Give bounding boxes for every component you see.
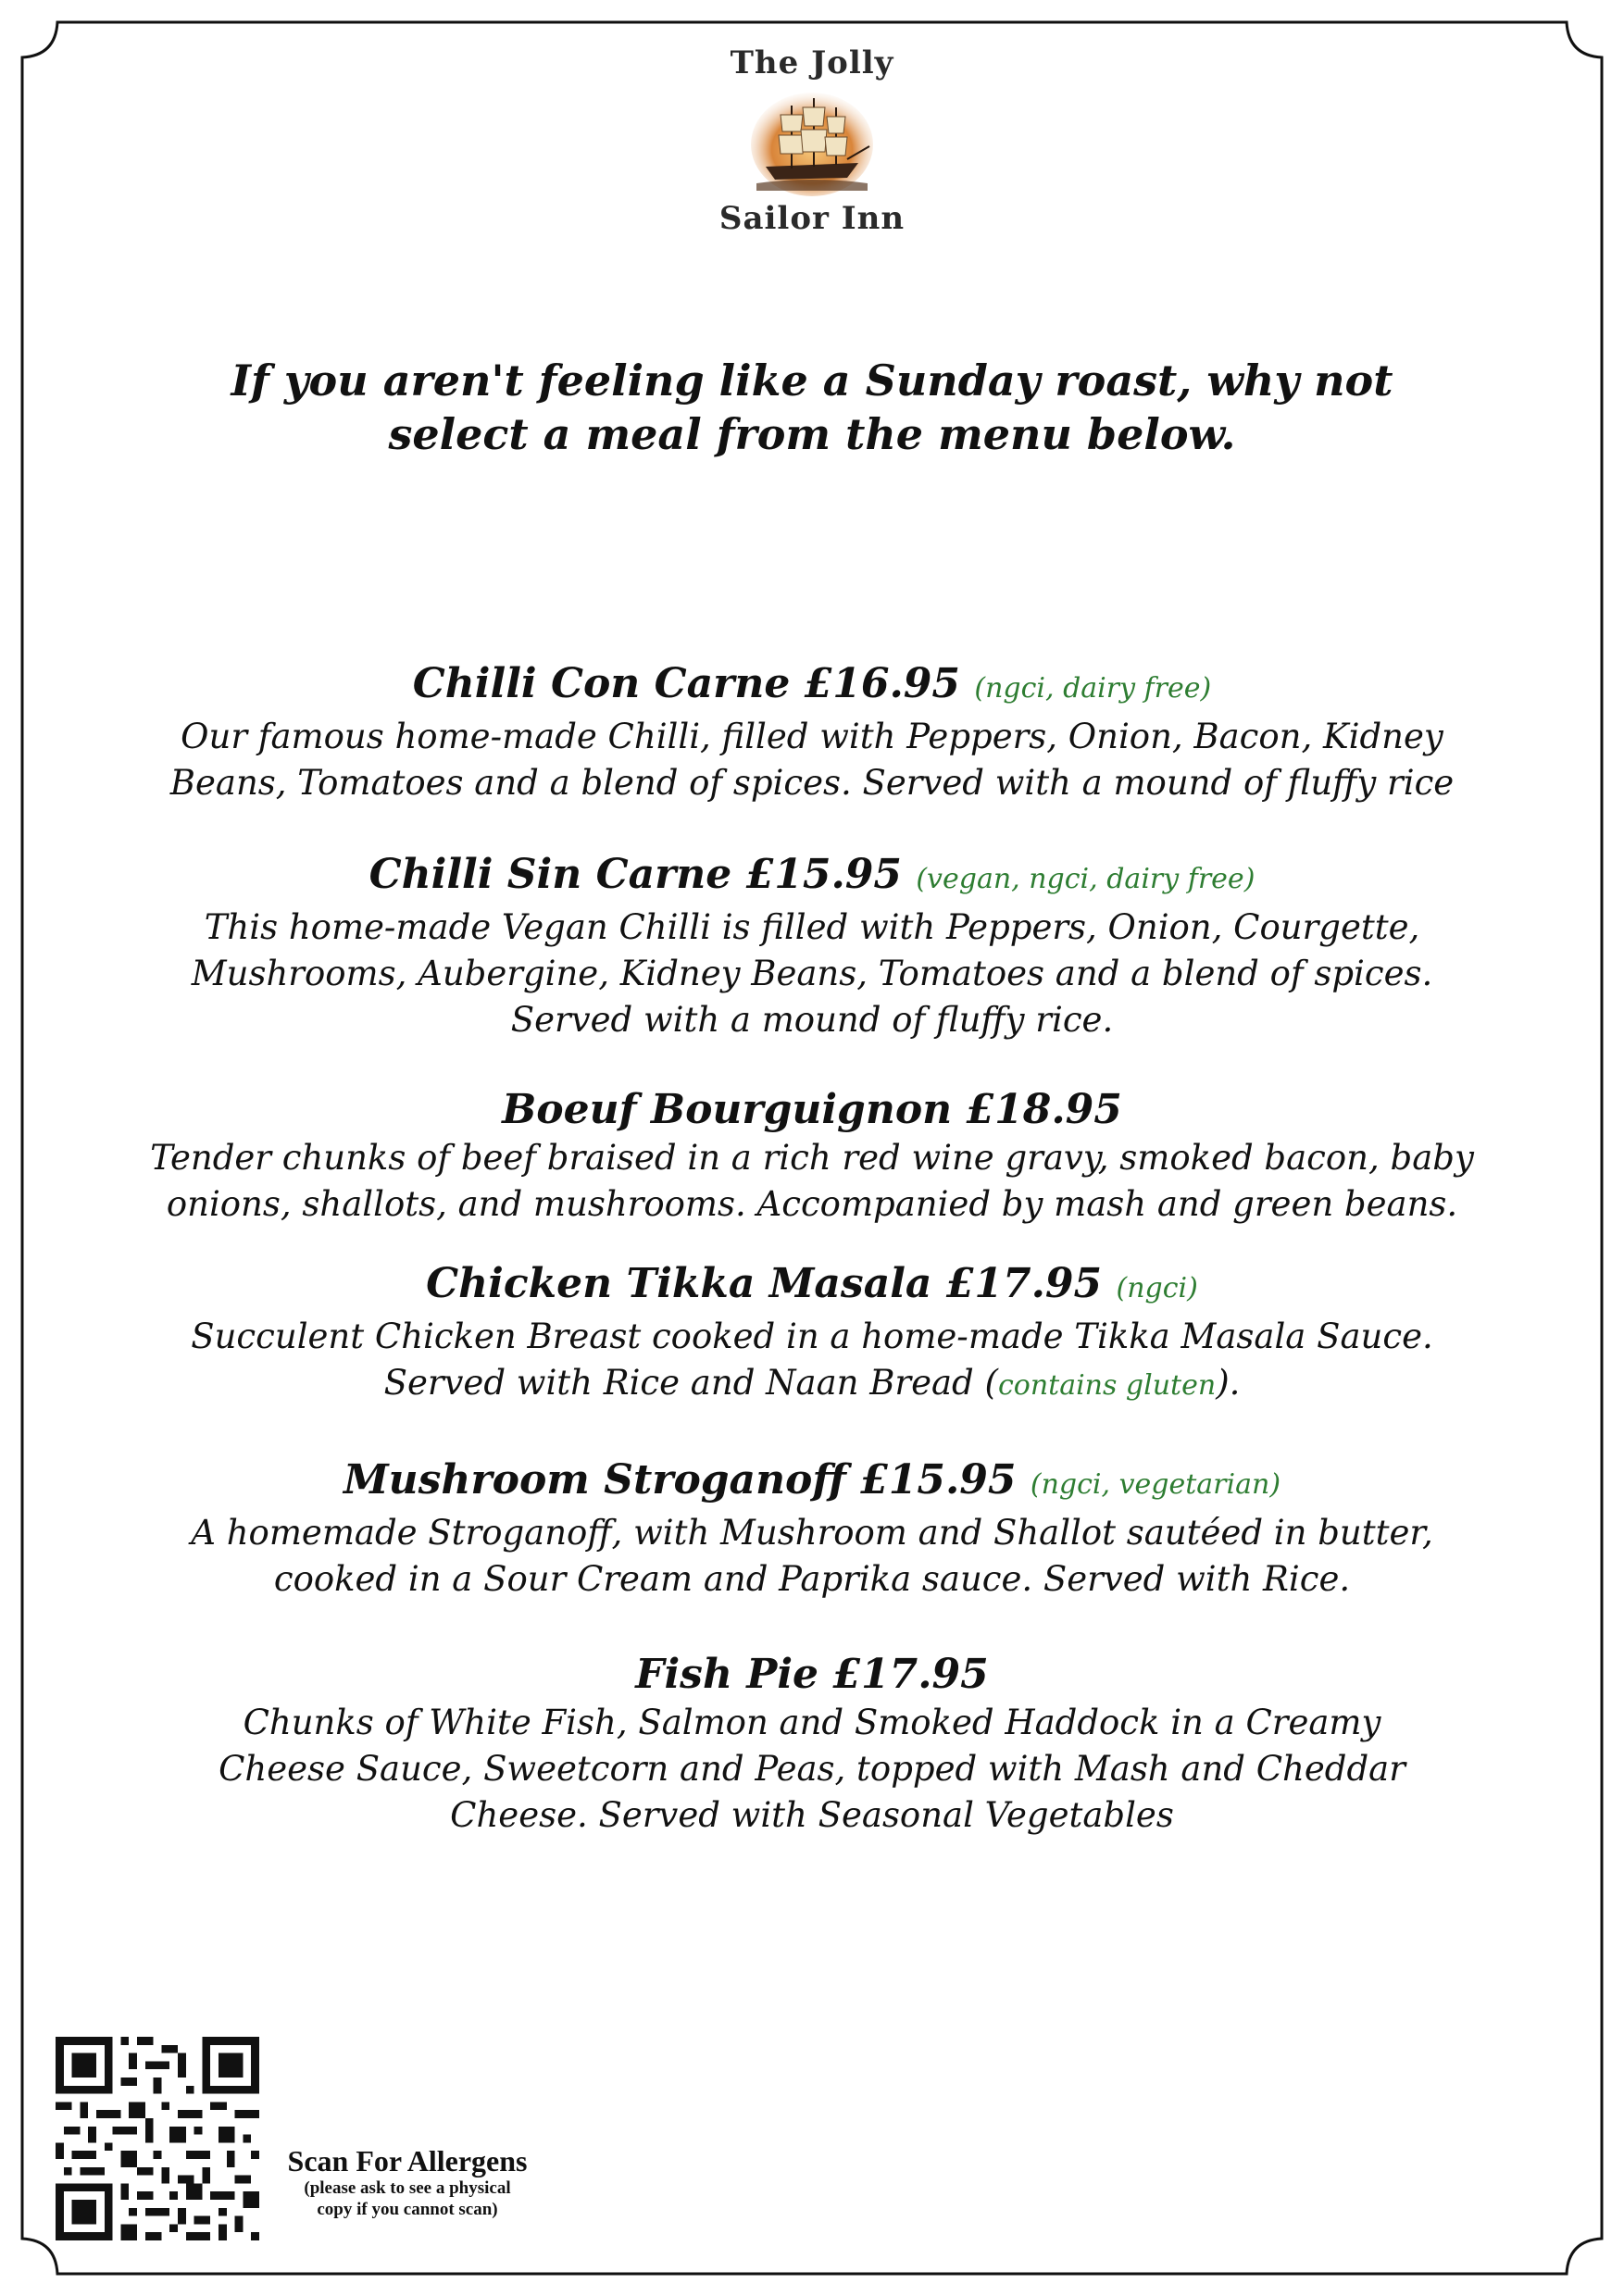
menu-item-title <box>28 1455 1596 1510</box>
menu-item-title <box>28 659 1596 714</box>
menu-item <box>28 1455 1596 1603</box>
logo <box>710 37 914 250</box>
dish-name: Chilli Con Carne <box>412 660 791 707</box>
allergen-title: Scan For Allergens <box>287 2144 528 2177</box>
description-line: cooked in a Sour Cream and Paprika sauce. Served with Rice. <box>273 1559 1351 1599</box>
dish-name: Chicken Tikka Masala <box>426 1260 932 1307</box>
dish-name: Chilli Sin Carne <box>369 851 732 898</box>
dish-price: £17.95 <box>945 1260 1103 1307</box>
dietary-tag: (ngci, vegetarian) <box>1030 1468 1281 1501</box>
dish-price: £16.95 <box>804 660 961 707</box>
allergen-info <box>269 2144 546 2220</box>
dish-price: £17.95 <box>832 1651 989 1698</box>
description-line: Tender chunks of beef braised in a rich red wine gravy, smoked bacon, baby <box>150 1138 1474 1178</box>
dish-price: £15.95 <box>745 851 903 898</box>
dish-description <box>28 1314 1596 1409</box>
description-line: onions, shallots, and mushrooms. Accompanied by mash and green beans. <box>166 1184 1458 1224</box>
dish-description <box>28 1700 1596 1839</box>
menu-item-title <box>28 1650 1596 1700</box>
dish-description <box>28 905 1596 1043</box>
menu-item <box>28 850 1596 1043</box>
description-line: Cheese. Served with Seasonal Vegetables <box>450 1795 1174 1835</box>
menu-item <box>28 1650 1596 1839</box>
intro-line-2: select a meal from the menu below. <box>388 409 1236 459</box>
allergen-note-line: (please ask to see a physical <box>304 2178 511 2198</box>
ship-icon <box>747 87 877 198</box>
logo-title-top: The Jolly <box>730 44 894 81</box>
description-text: ). <box>1216 1363 1241 1403</box>
dish-name: Fish Pie <box>635 1651 819 1698</box>
description-line: A homemade Stroganoff, with Mushroom and Shallot sautéed in butter, <box>191 1513 1433 1553</box>
description-line: Cheese Sauce, Sweetcorn and Peas, topped with Mash and Cheddar <box>219 1749 1405 1789</box>
menu-item-title <box>28 1085 1596 1135</box>
menu-item-title <box>28 1259 1596 1314</box>
dietary-tag: (ngci, dairy free) <box>974 672 1212 705</box>
dish-name: Boeuf Bourguignon <box>502 1086 953 1133</box>
intro-text <box>111 354 1513 461</box>
description-line: This home-made Vegan Chilli is filled with Peppers, Onion, Courgette, <box>204 907 1420 947</box>
dish-name: Mushroom Stroganoff <box>343 1456 846 1504</box>
menu-item-title <box>28 850 1596 905</box>
dish-description <box>28 714 1596 806</box>
allergen-note-line: copy if you cannot scan) <box>317 2200 498 2219</box>
intro-line-1: If you aren't feeling like a Sunday roast, why not <box>231 356 1393 406</box>
logo-title-bottom: Sailor Inn <box>718 200 906 237</box>
dietary-tag: (vegan, ngci, dairy free) <box>916 863 1255 895</box>
allergen-note: contains gluten <box>997 1369 1217 1402</box>
dish-price: £18.95 <box>966 1086 1122 1133</box>
dietary-tag: (ngci) <box>1116 1272 1198 1304</box>
description-line: Served with a mound of fluffy rice. <box>510 1000 1114 1040</box>
description-line: Beans, Tomatoes and a blend of spices. Served with a mound of fluffy rice <box>169 763 1455 803</box>
description-line: Chunks of White Fish, Salmon and Smoked Haddock in a Creamy <box>243 1703 1381 1742</box>
description-line <box>28 1360 1596 1409</box>
menu-item <box>28 1259 1596 1409</box>
dish-price: £15.95 <box>860 1456 1017 1504</box>
menu-item <box>28 659 1596 806</box>
dish-description <box>28 1510 1596 1603</box>
description-line: Our famous home-made Chilli, filled with Peppers, Onion, Bacon, Kidney <box>181 717 1443 756</box>
allergen-qr-code[interactable] <box>56 2037 259 2240</box>
menu-item <box>28 1085 1596 1228</box>
description-line: Mushrooms, Aubergine, Kidney Beans, Tomatoes and a blend of spices. <box>191 954 1433 993</box>
description-line: Succulent Chicken Breast cooked in a home-made Tikka Masala Sauce. <box>191 1316 1433 1356</box>
description-text: Served with Rice and Naan Bread ( <box>383 1363 998 1403</box>
dish-description <box>28 1135 1596 1228</box>
